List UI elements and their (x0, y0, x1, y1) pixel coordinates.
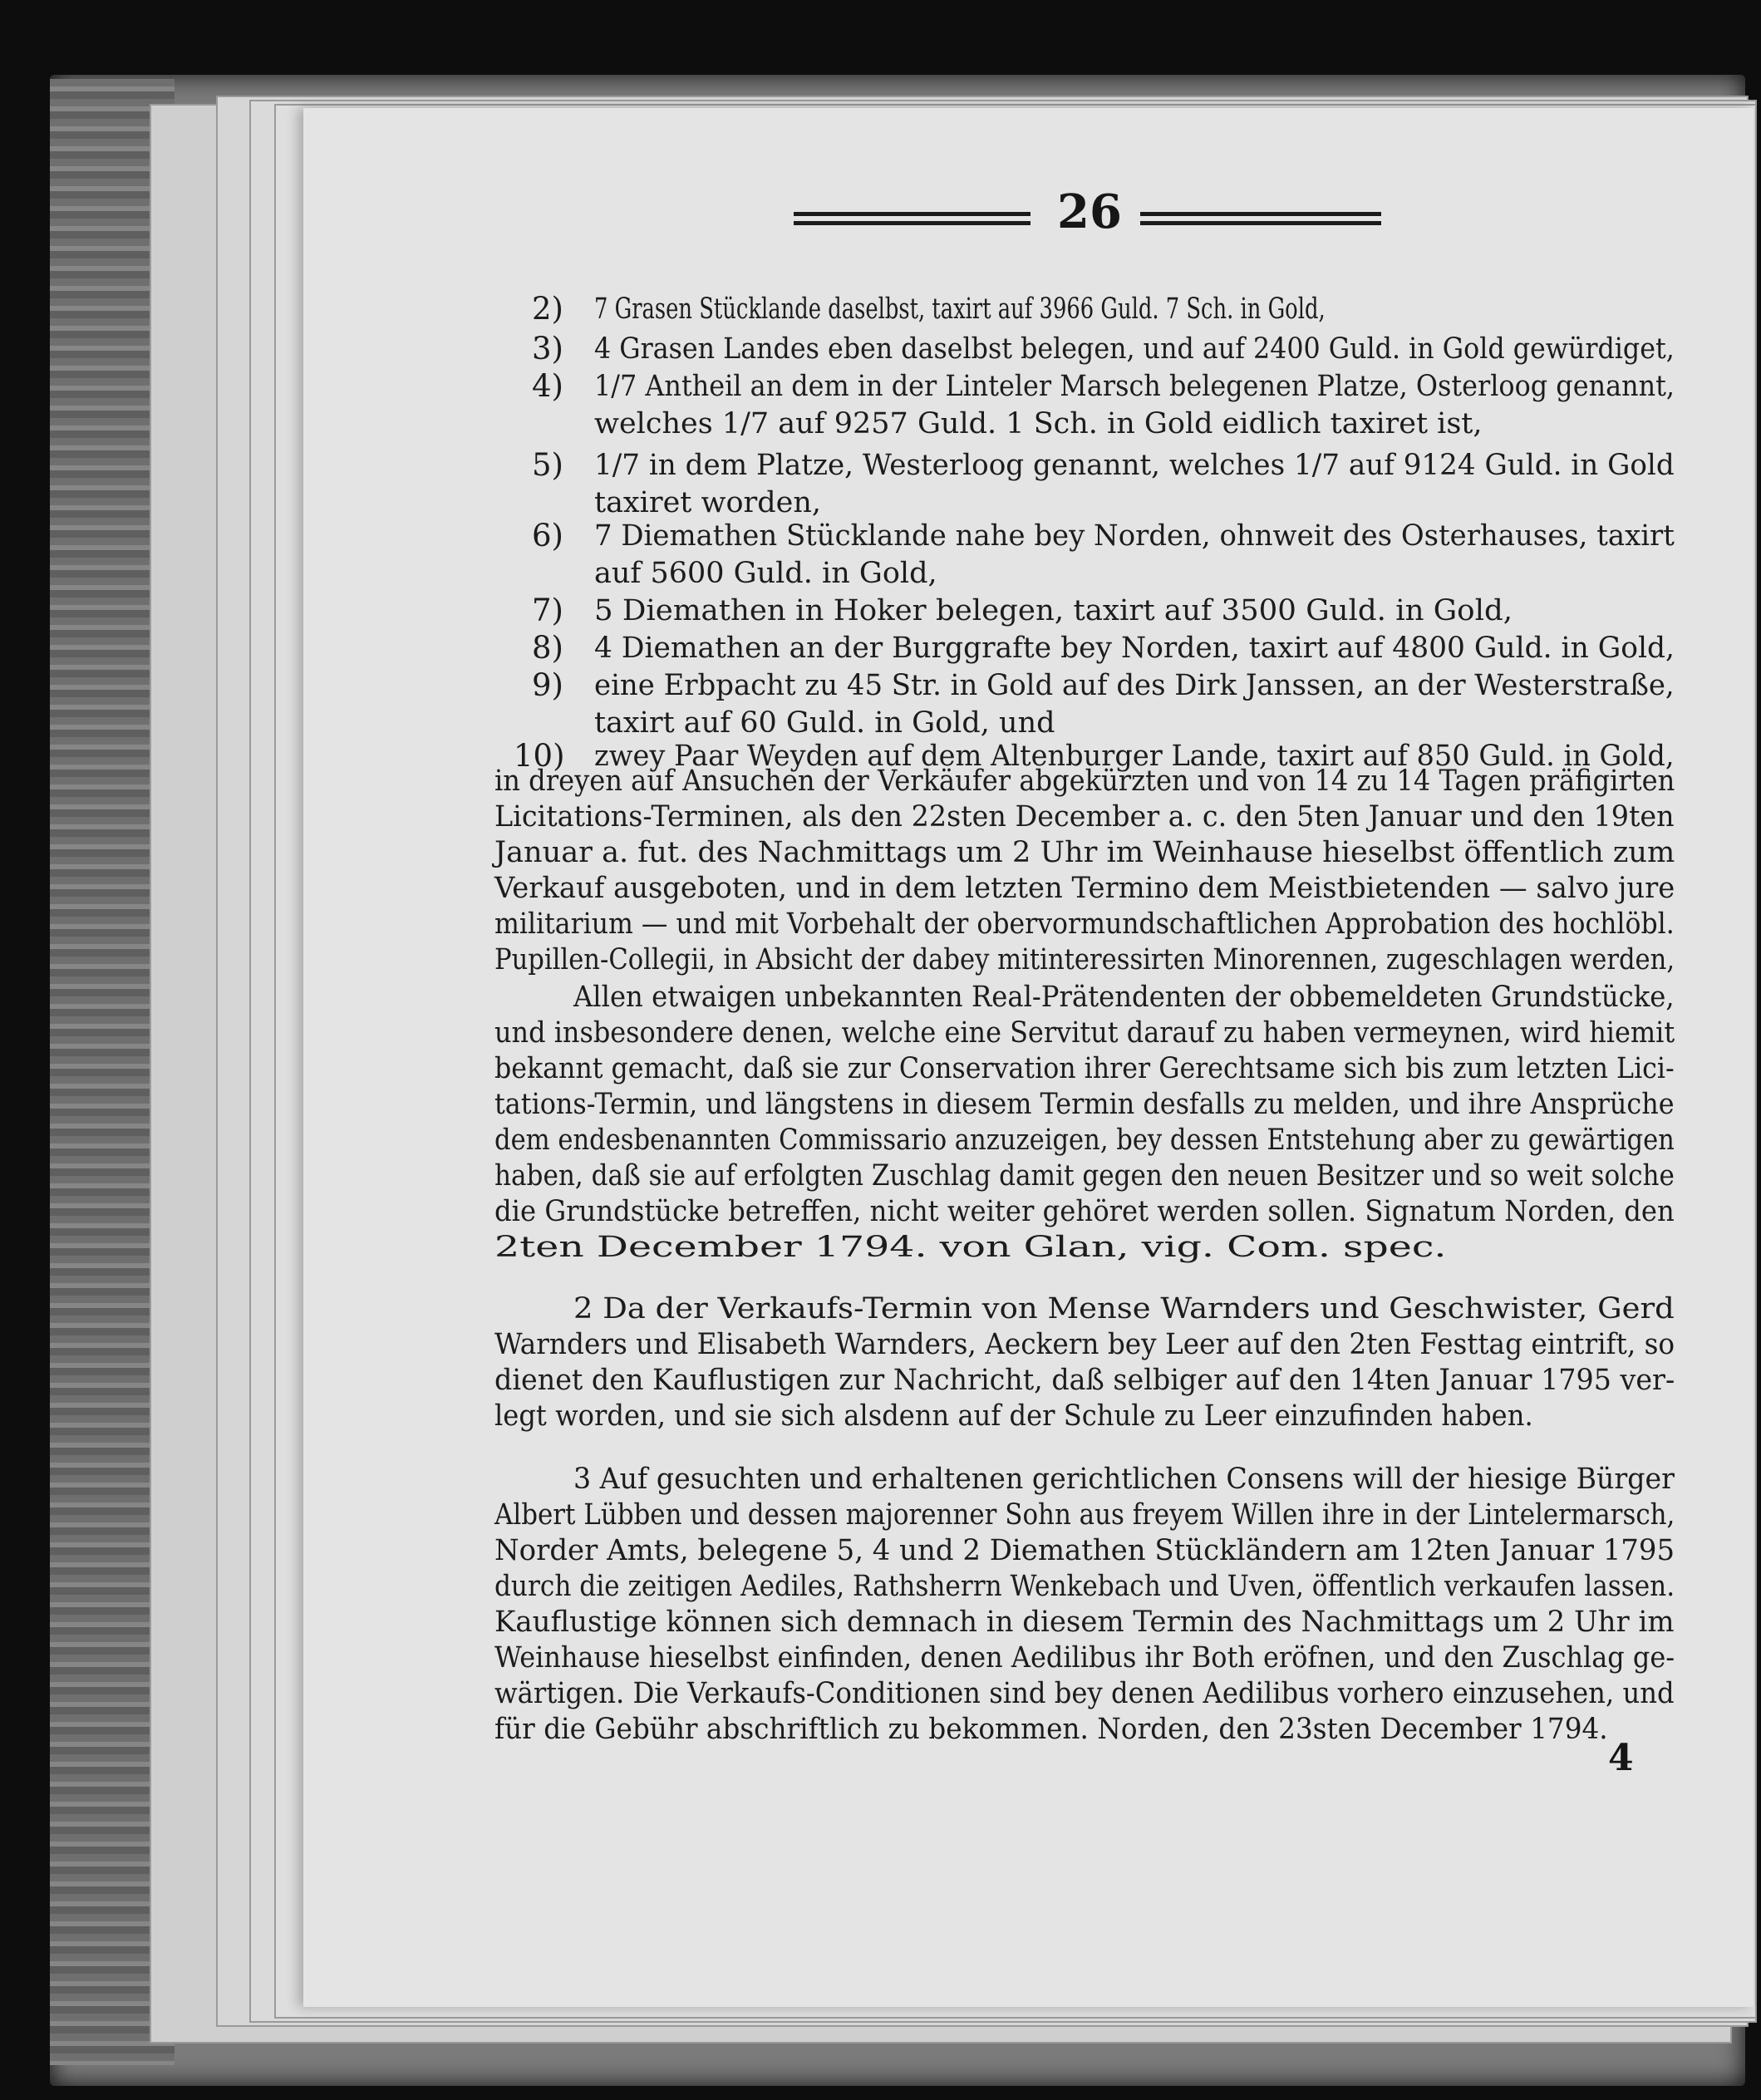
paragraph-line: 2 Da der Verkaufs-Termin von Mense Warnders und Geschwister, Gerd (573, 1292, 1675, 1325)
paragraph-line: Norder Amts, belegene 5, 4 und 2 Diemathen Stückländern am 12ten Januar 1795 (494, 1534, 1675, 1567)
item-number: 3) (532, 331, 563, 366)
item-number: 8) (532, 630, 563, 666)
paragraph-line: Warnders und Elisabeth Warnders, Aeckern bey Leer auf den 2ten Festtag eintrift, so (494, 1328, 1675, 1361)
paragraph-line: wärtigen. Die Verkaufs-Conditionen sind bey denen Aedilibus vorhero einzusehen, und (494, 1677, 1675, 1710)
item-text-line: taxiret worden, (594, 486, 822, 519)
page-number: 26 (1057, 184, 1122, 239)
paragraph-line: tations-Termin, und längstens in diesem Termin desfalls zu melden, und ihre Ansprüche (494, 1088, 1675, 1121)
paragraph-line: in dreyen auf Ansuchen der Verkäufer abgekürzten und von 14 zu 14 Tagen präfigirten (494, 765, 1675, 798)
item-number: 10) (514, 738, 565, 774)
paragraph-line: legt worden, und sie sich alsdenn auf der Schule zu Leer einzufinden haben. (494, 1399, 1533, 1433)
paragraph-line: Pupillen-Collegii, in Absicht der dabey mitinteressirten Minorennen, zugeschlagen werden, (494, 943, 1675, 976)
paragraph-line: Allen etwaigen unbekannten Real-Prätendenten der obbemeldeten Grundstücke, (573, 981, 1675, 1014)
item-text-line: zwey Paar Weyden auf dem Altenburger Lande, taxirt auf 850 Guld. in Gold, (594, 740, 1675, 773)
item-text-line: taxirt auf 60 Guld. in Gold, und (594, 706, 1055, 740)
item-text-line: 4 Grasen Landes eben daselbst belegen, und auf 2400 Guld. in Gold gewürdiget, (594, 332, 1675, 366)
paragraph-line: Weinhause hieselbst einfinden, denen Aedilibus ihr Both eröfnen, und den Zuschlag ge- (494, 1641, 1675, 1675)
item-number: 4) (532, 368, 563, 404)
paragraph-line: 2ten December 1794. von Glan, vig. Com. spec. (494, 1231, 1447, 1264)
item-text-line: 1/7 in dem Platze, Westerloog genannt, welches 1/7 auf 9124 Guld. in Gold (594, 449, 1675, 482)
paragraph-line: bekannt gemacht, daß sie zur Conservation ihrer Gerechtsame sich bis zum letzten Lici- (494, 1052, 1675, 1085)
paragraph-line: für die Gebühr abschriftlich zu bekommen. Norden, den 23sten December 1794. (494, 1713, 1608, 1746)
item-number: 7) (532, 593, 563, 628)
item-text-line: 1/7 Antheil an dem in der Linteler Marsch belegenen Platze, Osterloog genannt, (594, 370, 1675, 403)
paragraph-line: militarium — und mit Vorbehalt der obervormundschaftlichen Approbation des hochlöbl. (494, 907, 1675, 941)
item-number: 5) (532, 447, 563, 483)
header-rule-right (1140, 212, 1381, 225)
paragraph-line: Albert Lübben und dessen majorenner Sohn aus freyem Willen ihre in der Lintelermarsch, (494, 1498, 1675, 1532)
item-number: 9) (532, 667, 563, 703)
paragraph-line: dem endesbenannten Commissario anzuzeigen, bey dessen Entstehung aber zu gewärtigen (494, 1124, 1675, 1157)
paragraph-line: dienet den Kauflustigen zur Nachricht, daß selbiger auf den 14ten Januar 1795 ver- (494, 1364, 1675, 1397)
item-text-line: 5 Diemathen in Hoker belegen, taxirt auf 3500 Guld. in Gold, (594, 594, 1513, 627)
item-text-line: welches 1/7 auf 9257 Guld. 1 Sch. in Gold eidlich taxiret ist, (594, 407, 1483, 440)
item-text-line: auf 5600 Guld. in Gold, (594, 557, 937, 590)
paragraph-line: haben, daß sie auf erfolgten Zuschlag damit gegen den neuen Besitzer und so weit solche (494, 1159, 1675, 1193)
catchword: 4 (1608, 1737, 1634, 1779)
item-number: 6) (532, 518, 563, 553)
item-number: 2) (532, 291, 563, 327)
paragraph-line: Licitations-Terminen, als den 22sten December a. c. den 5ten Januar und den 19ten (494, 800, 1675, 834)
paragraph-line: die Grundstücke betreffen, nicht weiter gehöret werden sollen. Signatum Norden, den (494, 1195, 1675, 1228)
paragraph-line: durch die zeitigen Aediles, Rathsherrn Wenkebach und Uven, öffentlich verkaufen lassen. (494, 1570, 1675, 1603)
paragraph-line: Januar a. fut. des Nachmittags um 2 Uhr im Weinhause hieselbst öffentlich zum (494, 836, 1675, 869)
paragraph-line: und insbesondere denen, welche eine Servitut darauf zu haben vermeynen, wird hiemit (494, 1016, 1675, 1050)
item-text-line: 7 Grasen Stücklande daselbst, taxirt auf 3966 Guld. 7 Sch. in Gold, (594, 293, 1326, 326)
item-text-line: 7 Diemathen Stücklande nahe bey Norden, ohnweit des Osterhauses, taxirt (594, 519, 1675, 553)
item-text-line: eine Erbpacht zu 45 Str. in Gold auf des Dirk Janssen, an der Westerstraße, (594, 669, 1675, 702)
header-rule-left (794, 212, 1031, 225)
paragraph-line: Verkauf ausgeboten, und in dem letzten Termino dem Meistbietenden — salvo jure (494, 872, 1675, 905)
paragraph-line: Kauflustige können sich demnach in diesem Termin des Nachmittags um 2 Uhr im (494, 1606, 1675, 1639)
item-text-line: 4 Diemathen an der Burggrafte bey Norden, taxirt auf 4800 Guld. in Gold, (594, 632, 1675, 665)
paragraph-line: 3 Auf gesuchten und erhaltenen gerichtlichen Consens will der hiesige Bürger (573, 1463, 1675, 1496)
